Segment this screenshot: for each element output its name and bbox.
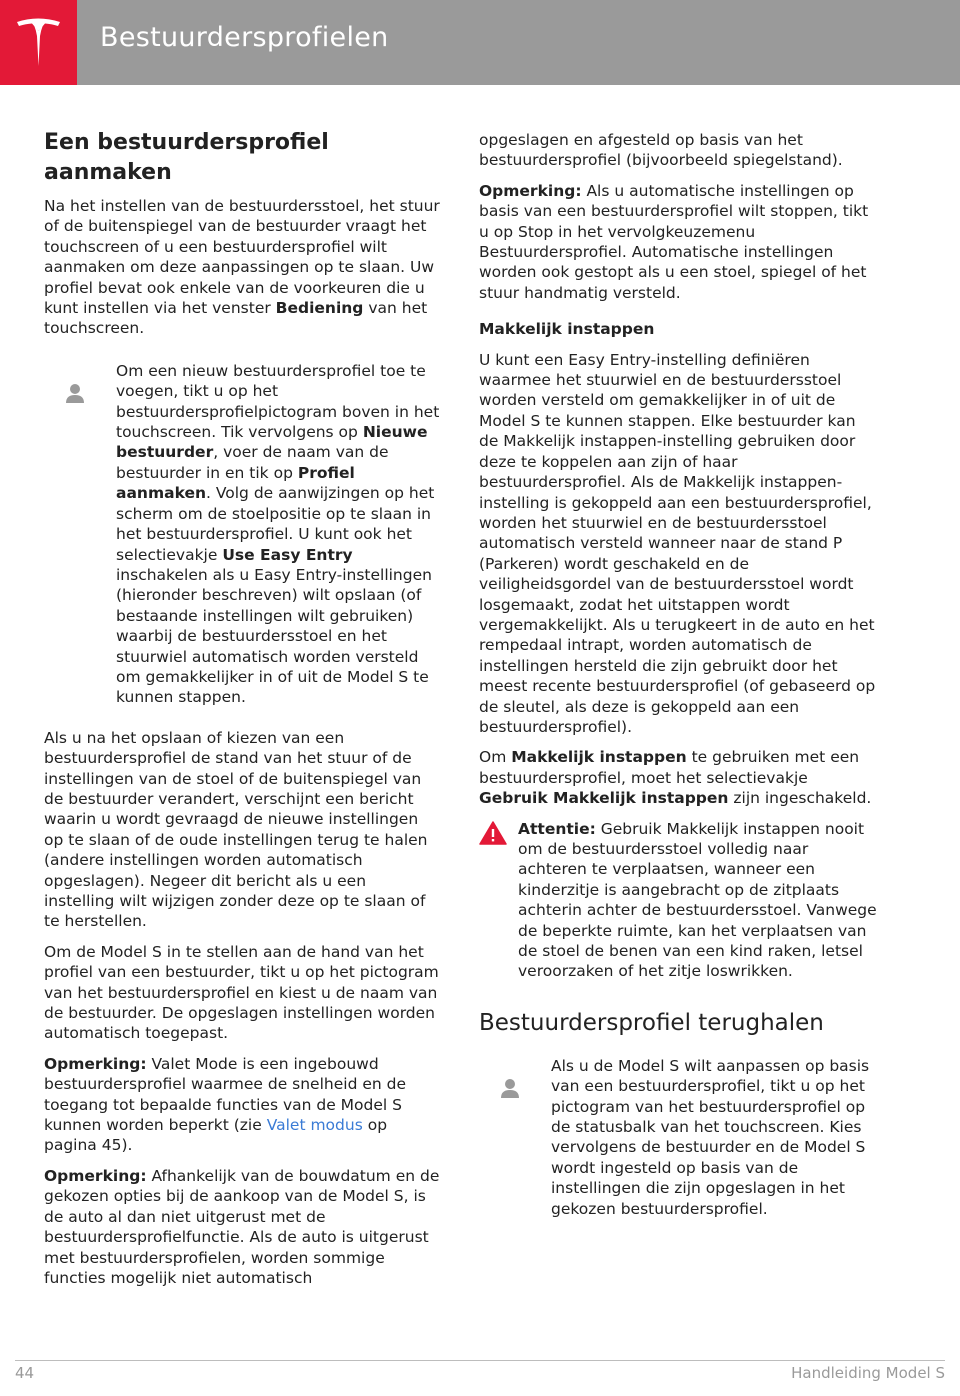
continued-paragraph: opgeslagen en afgesteld op basis van het bestuurdersprofiel (bijvoorbeeld spiegelstand). — [479, 131, 843, 170]
restore-profile-text: Als u de Model S wilt aanpassen op basis van een bestuurdersprofiel, tikt u op het pictogram van het bestuurdersprofiel op de statusbalk van het touchscreen. Kies vervolgens de bestuurder en de Model S wordt ingesteld op basis van de instellingen die zijn opgeslagen in het gekozen bestuurdersprofiel. — [551, 1056, 870, 1218]
tesla-logo-icon — [15, 16, 62, 68]
note-label: Opmerking: — [479, 181, 582, 200]
intro-text: Na het instellen van de bestuurdersstoel, het stuur of de buitenspiegel van de bestuurder vraagt het touchscreen of u een bestuurdersprofiel wilt aanmaken om deze aanpassingen op te slaan. Uw profiel bevat ook enkele van de voorkeuren die u kunt instellen via het venster — [44, 197, 440, 318]
note-text: . Volg de aanwijzingen op het scherm om de stoelpositie op te slaan in het bestuurdersprofiel. U kunt ook het selectievakje — [116, 484, 435, 564]
warning-triangle-icon — [479, 821, 507, 850]
use-easy-entry-checkbox-term: Gebruik Makkelijk instappen — [479, 789, 729, 808]
note-text: Valet Mode is een ingebouwd bestuurdersprofiel waarmee de snelheid en de toegang tot bepaalde functies van de Model S kunnen worden beperkt (zie — [44, 1054, 406, 1135]
set-profile-paragraph: Om de Model S in te stellen aan de hand van het profiel van een bestuurder, tikt u op het pictogram van het bestuurdersprofiel en kiest u de naam van de bestuurder. De opgeslagen instellingen worden automatisch toegepast. — [44, 942, 439, 1043]
restore-profile-tip — [479, 1056, 879, 1219]
easy-entry-term: Makkelijk instappen — [511, 748, 687, 767]
note-text: inschakelen als u Easy Entry-instellingen (hieronder beschreven) wilt opslaan (of bestaande instellingen wilt gebruiken) waarbij de bestuurdersstoel en het stuurwiel automatisch worden versteld om gemakkelijker in of uit de Model S te kunnen stappen. — [116, 565, 432, 707]
brand-logo-box — [0, 0, 77, 85]
note-label: Opmerking: — [44, 1054, 147, 1073]
page-header — [0, 0, 960, 85]
intro-text-end: van het touchscreen. — [44, 299, 428, 338]
new-driver-note — [44, 361, 440, 708]
controls-term: Bediening — [275, 299, 364, 318]
left-column — [44, 128, 440, 1298]
valet-note-paragraph — [44, 1054, 440, 1156]
create-profile-term: Profiel aanmaken — [116, 463, 355, 503]
page-title: Bestuurdersprofielen — [100, 22, 389, 53]
section-heading-restore-profile: Bestuurdersprofiel terughalen — [479, 1009, 824, 1036]
right-column — [479, 130, 879, 1229]
footer-divider — [15, 1360, 945, 1361]
build-date-note-paragraph — [44, 1166, 440, 1288]
valet-mode-link[interactable]: Valet modus — [266, 1116, 363, 1135]
caution-body: Gebruik Makkelijk instappen nooit om de bestuurdersstoel volledig naar achteren te verplaatsen, wanneer een kinderzitje is aangebracht op de zitplaats achterin achter de bestuurdersstoel. Vanwege de beperkte ruimte, kan het verplaatsen van de stoel de benen van een kind raken, letsel veroorzaken of het zitje loswrikken. — [518, 819, 877, 981]
caution-label: Attentie: — [518, 819, 596, 838]
body-text: zijn ingeschakeld. — [728, 789, 872, 808]
caution-text — [518, 819, 879, 982]
note-text: Afhankelijk van de bouwdatum en de gekozen opties bij de aankoop van de Model S, is de auto al dan niet uitgerust met de bestuurdersprofielfunctie. Als de auto is uitgerust met bestuurdersprofielen, worden sommige functies mogelijk niet automatisch — [44, 1166, 440, 1287]
new-driver-term: Nieuwe bestuurder — [116, 423, 428, 462]
section-heading-create-profile: Een bestuurdersprofiel aanmaken — [44, 130, 329, 185]
note-text: Om een nieuw bestuurdersprofiel toe te voegen, tikt u op het bestuurdersprofielpictogram boven in het touchscreen. Tik vervolgens op — [116, 361, 440, 442]
body-text: te gebruiken met een bestuurdersprofiel, moet het selectievakje — [479, 748, 860, 787]
manual-name: Handleiding Model S — [791, 1364, 945, 1382]
changed-settings-paragraph: Als u na het opslaan of kiezen van een bestuurdersprofiel de stand van het stuur of de instellingen van de stoel of de buitenspiegel van de bestuurder verandert, verschijnt een bericht waarin u wordt gevraagd de nieuwe instellingen op te slaan of de oude instellingen terug te halen (andere instellingen worden automatisch opgeslagen). Negeer dit bericht als u een instelling wilt wijzigen zonder deze op te slaan of te herstellen. — [44, 728, 428, 931]
stop-note-paragraph — [479, 181, 879, 303]
use-easy-entry-term: Use Easy Entry — [222, 545, 353, 564]
note-text: , voer de naam van de bestuurder in en tik op — [116, 443, 389, 482]
new-driver-note-text — [116, 361, 440, 708]
use-easy-entry-paragraph — [479, 747, 879, 808]
note-label: Opmerking: — [44, 1166, 147, 1185]
intro-paragraph — [44, 196, 440, 339]
body-text: Om — [479, 748, 512, 767]
note-text: op pagina 45). — [44, 1116, 388, 1155]
caution-block — [479, 819, 879, 982]
easy-entry-paragraph: U kunt een Easy Entry-instelling definiëren waarmee het stuurwiel en de bestuurdersstoel worden versteld om gemakkelijker in of uit de Model S te kunnen stappen. Elke bestuurder kan de Makkelijk instappen-instelling gebruiken door deze te koppelen aan zijn of haar bestuurdersprofiel. Als de Makkelijk instappen-instelling is gekoppeld aan een bestuurdersprofiel, worden het stuurwiel en de bestuurdersstoel automatisch versteld wanneer naar de stand P (Parkeren) wordt geschakeld en de veiligheidsgordel van de bestuurdersstoel wordt losgemaakt, zodat het uitstappen wordt vergemakkelijkt. Als u terugkeert in de auto en het rempedaal intrapt, worden automatisch de instellingen hersteld die zijn gebruikt door het meest recente bestuurdersprofiel (of gebaseerd op de sleutel, als deze is gekoppeld aan een bestuurdersprofiel). — [479, 350, 876, 736]
driver-profile-icon — [66, 383, 84, 408]
page-number: 44 — [15, 1364, 35, 1382]
note-text: Als u automatische instellingen op basis van een bestuurdersprofiel wilt stoppen, tikt u op Stop in het vervolgkeuzemenu Bestuurdersprofiel. Automatische instellingen worden ook gestopt als u een stoel, spiegel of het stuur handmatig versteld. — [479, 181, 869, 302]
driver-profile-icon — [501, 1078, 519, 1103]
subheading-easy-entry: Makkelijk instappen — [479, 320, 655, 339]
